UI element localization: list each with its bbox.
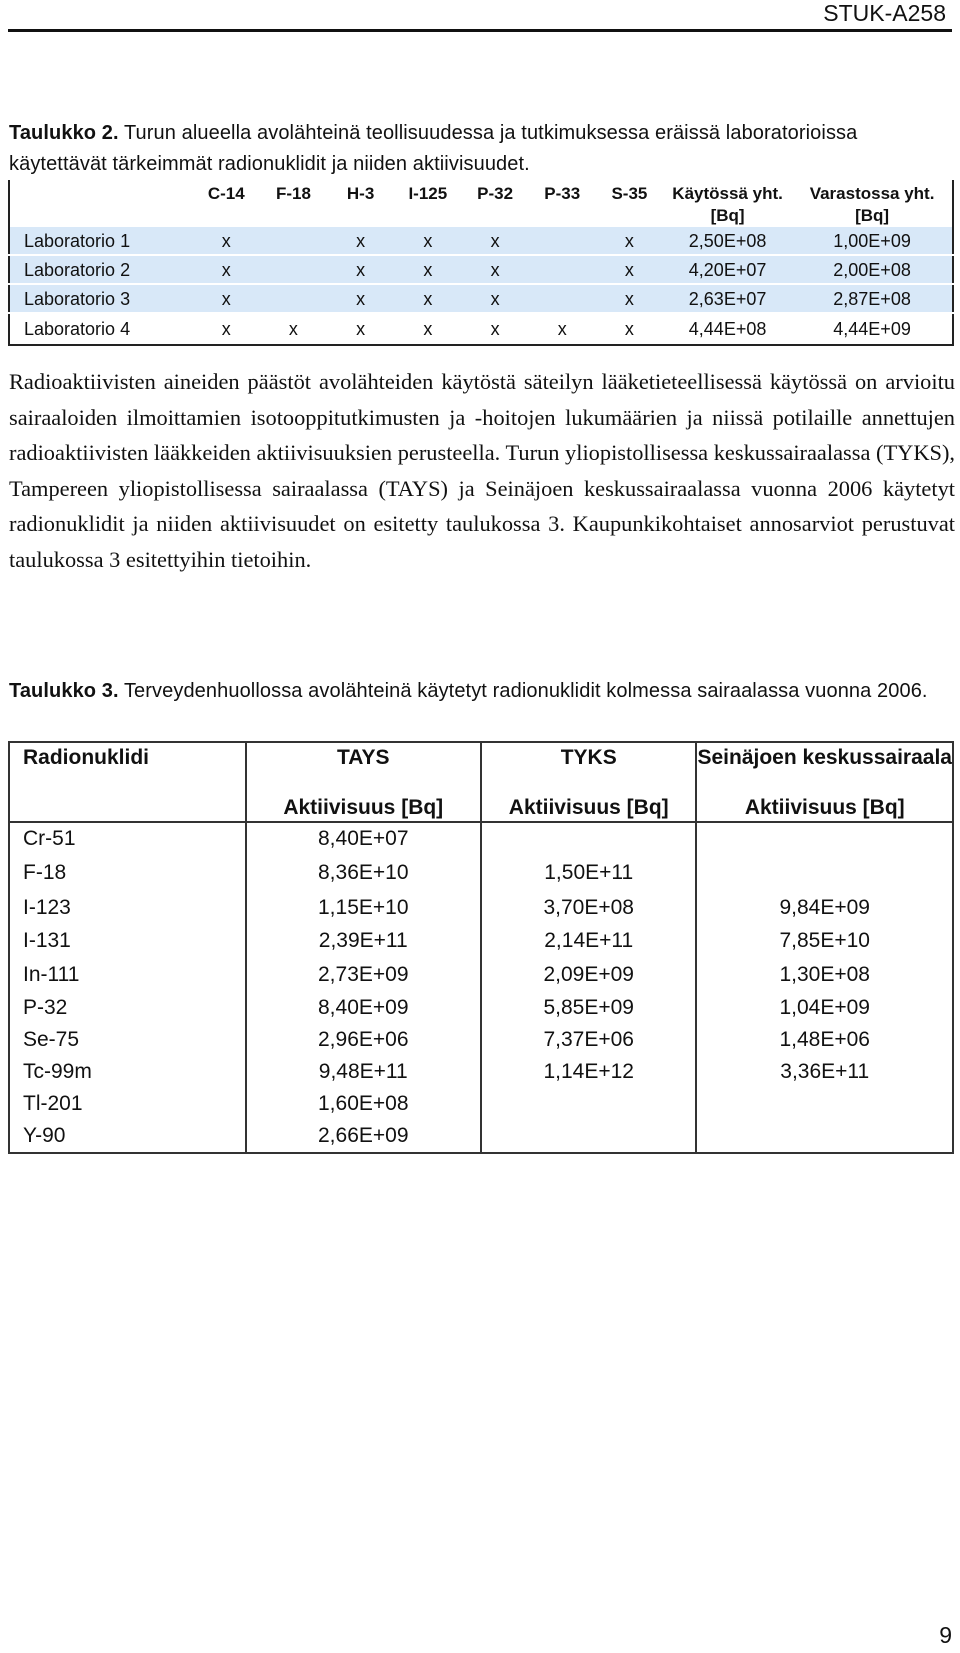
table3-tays-cell: 1,60E+08: [246, 1088, 481, 1120]
page-header: [8, 0, 952, 32]
table2-mark-cell: x: [596, 227, 663, 255]
table2-caption-text: Turun alueella avolähteinä teollisuudessa ja tutkimuksessa eräissä laboratorioissa käytettävät tärkeimmät radionuklidit ja niiden aktiivisuudet.: [9, 122, 858, 175]
table3-tyks-cell: 5,85E+09: [481, 992, 697, 1024]
table3-tyks-cell: 2,14E+11: [481, 925, 697, 957]
table3-tays-cell: 9,48E+11: [246, 1056, 481, 1088]
table2-mark-cell: x: [394, 227, 461, 255]
table3-seinajoki-cell: [696, 1120, 953, 1153]
table2-caption-label: Taulukko 2.: [9, 122, 119, 144]
table3-nuclide-cell: Cr-51: [9, 822, 246, 855]
page-number: 9: [939, 1622, 952, 1648]
table3-tyks-cell: [481, 1088, 697, 1120]
table3-tays-cell: 2,73E+09: [246, 957, 481, 992]
table2-mark-cell: x: [260, 313, 327, 345]
table2-mark-cell: x: [327, 227, 394, 255]
table2-varastossa-cell: 2,00E+08: [792, 255, 953, 284]
table2-kaytossa-cell: 2,63E+07: [663, 284, 792, 313]
table2-varastossa-cell: 1,00E+09: [792, 227, 953, 255]
table3-tyks-cell: 1,50E+11: [481, 855, 697, 890]
table3-nuclide-cell: I-131: [9, 925, 246, 957]
table3-tays-cell: 2,66E+09: [246, 1120, 481, 1153]
table3-nuclide-cell: I-123: [9, 890, 246, 925]
table2-mark-cell: x: [596, 255, 663, 284]
table2-row-label: Laboratorio 4: [9, 313, 193, 345]
table2-header-cell: S-35: [611, 184, 648, 203]
table2-mark-cell: x: [462, 284, 529, 313]
table2-row-label: Laboratorio 1: [9, 227, 193, 255]
table3-tyks-cell: 7,37E+06: [481, 1024, 697, 1056]
table2-mark-cell: [529, 255, 596, 284]
table2-mark-cell: [260, 255, 327, 284]
table2-mark-cell: [529, 227, 596, 255]
table3-row: [9, 925, 953, 957]
table2-mark-cell: [260, 284, 327, 313]
table2-header-cell: H-3: [346, 184, 375, 203]
table2-header-cell: C-14: [207, 184, 245, 203]
table3-seinajoki-cell: 3,36E+11: [696, 1056, 953, 1088]
table3-tays-cell: 2,39E+11: [246, 925, 481, 957]
table2-header-cell: F-18: [275, 184, 311, 203]
table3-nuclide-cell: Tc-99m: [9, 1056, 246, 1088]
table2-kaytossa-cell: 2,50E+08: [663, 227, 792, 255]
table2-mark-cell: x: [193, 313, 260, 345]
table2-mark-cell: x: [327, 284, 394, 313]
table3-nuclide-cell: F-18: [9, 855, 246, 890]
table2-mark-cell: x: [596, 313, 663, 345]
table3-nuclide-cell: In-111: [9, 957, 246, 992]
table3-header-hospital: TYKS Aktiivisuus [Bq]: [481, 742, 697, 822]
table2-mark-cell: x: [193, 227, 260, 255]
table3-tyks-cell: 3,70E+08: [481, 890, 697, 925]
table2-row: [9, 255, 953, 284]
table3-header-sub: Aktiivisuus [Bq]: [508, 796, 669, 819]
table3-tyks-cell: 1,14E+12: [481, 1056, 697, 1088]
table2-varastossa-cell: 2,87E+08: [792, 284, 953, 313]
table3-seinajoki-cell: 9,84E+09: [696, 890, 953, 925]
table2-mark-cell: x: [529, 313, 596, 345]
table2-mark-cell: [260, 227, 327, 255]
table3-seinajoki-cell: 1,30E+08: [696, 957, 953, 992]
table3-row: [9, 1024, 953, 1056]
table2-varastossa-cell: 4,44E+09: [792, 313, 953, 345]
table2-mark-cell: x: [193, 255, 260, 284]
table3: [8, 741, 954, 1154]
table3-caption-label: Taulukko 3.: [9, 680, 119, 702]
table2-kaytossa-cell: 4,20E+07: [663, 255, 792, 284]
table2-row: [9, 313, 953, 345]
table2: [8, 180, 954, 346]
table3-header-sub: Aktiivisuus [Bq]: [744, 796, 905, 819]
table3-row: [9, 1120, 953, 1153]
table2-mark-cell: x: [327, 255, 394, 284]
document-id: STUK-A258: [823, 0, 946, 26]
table2-mark-cell: x: [193, 284, 260, 313]
table3-tays-cell: 2,96E+06: [246, 1024, 481, 1056]
table3-row: [9, 890, 953, 925]
table2-header-cell: Varastossa yht. [Bq]: [809, 184, 935, 225]
table3-seinajoki-cell: [696, 855, 953, 890]
table3-nuclide-cell: Y-90: [9, 1120, 246, 1153]
table3-header-row: [9, 742, 953, 822]
table3-tays-cell: 8,40E+07: [246, 822, 481, 855]
table3-tays-cell: 8,36E+10: [246, 855, 481, 890]
table2-mark-cell: x: [596, 284, 663, 313]
table3-tays-cell: 1,15E+10: [246, 890, 481, 925]
table3-nuclide-cell: Se-75: [9, 1024, 246, 1056]
table3-tyks-cell: [481, 822, 697, 855]
table3-header-sub: Aktiivisuus [Bq]: [283, 796, 444, 819]
table2-row: [9, 227, 953, 255]
table2-row-label: Laboratorio 3: [9, 284, 193, 313]
table2-row-label: Laboratorio 2: [9, 255, 193, 284]
table2-header-cell: P-33: [544, 184, 581, 203]
table3-row: [9, 1088, 953, 1120]
table2-mark-cell: x: [462, 227, 529, 255]
table3-row: [9, 992, 953, 1024]
table3-nuclide-cell: Tl-201: [9, 1088, 246, 1120]
table2-caption: [9, 118, 939, 180]
table3-tays-cell: 8,40E+09: [246, 992, 481, 1024]
table3-seinajoki-cell: 1,04E+09: [696, 992, 953, 1024]
table3-seinajoki-cell: 7,85E+10: [696, 925, 953, 957]
table3-caption-text: Terveydenhuollossa avolähteinä käytetyt radionuklidit kolmessa sairaalassa vuonna 2006.: [123, 680, 928, 702]
table2-mark-cell: x: [327, 313, 394, 345]
table2-mark-cell: x: [462, 255, 529, 284]
table3-tyks-cell: [481, 1120, 697, 1153]
table2-row: [9, 284, 953, 313]
table3-tyks-cell: 2,09E+09: [481, 957, 697, 992]
table2-header-cell: I-125: [408, 184, 448, 203]
table3-seinajoki-cell: [696, 1088, 953, 1120]
table3-row: [9, 957, 953, 992]
table2-mark-cell: [529, 284, 596, 313]
table2-header-empty: [9, 180, 193, 227]
table3-nuclide-cell: P-32: [9, 992, 246, 1024]
table2-header-cell: Käytössä yht. [Bq]: [672, 184, 783, 225]
table2-mark-cell: x: [462, 313, 529, 345]
table3-header-hospital: Seinäjoen keskussairaala Aktiivisuus [Bq]: [696, 742, 953, 822]
table2-mark-cell: x: [394, 284, 461, 313]
body-paragraph: Radioaktiivisten aineiden päästöt avolähteiden käytöstä säteilyn lääketieteellisessä käytössä on arvioitu sairaaloiden ilmoittamien isotooppitutkimusten ja -hoitojen lukumäärien ja niissä potilaille annettujen radioaktiivisten lääkkeiden aktiivisuuksien perusteella. Turun yliopistollisessa keskussairaalassa (TYKS), Tampereen yliopistollisessa sairaalassa (TAYS) ja Seinäjoen keskussairaalassa vuonna 2006 käytetyt radionuklidit ja niiden aktiivisuudet on esitetty taulukossa 3. Kaupunkikohtaiset annosarviot perustuvat taulukossa 3 esitettyihin tietoihin.: [9, 369, 955, 572]
table3-seinajoki-cell: 1,48E+06: [696, 1024, 953, 1056]
table3-row: [9, 855, 953, 890]
table2-header-cell: P-32: [477, 184, 514, 203]
table3-row: [9, 1056, 953, 1088]
table3-row: [9, 822, 953, 855]
table3-header-nuclide: Radionuklidi: [9, 742, 246, 822]
table2-header-row: [9, 180, 953, 227]
table3-seinajoki-cell: [696, 822, 953, 855]
table2-mark-cell: x: [394, 255, 461, 284]
table3-caption: [9, 676, 939, 707]
table3-header-hospital: TAYS Aktiivisuus [Bq]: [246, 742, 481, 822]
table2-mark-cell: x: [394, 313, 461, 345]
table2-kaytossa-cell: 4,44E+08: [663, 313, 792, 345]
